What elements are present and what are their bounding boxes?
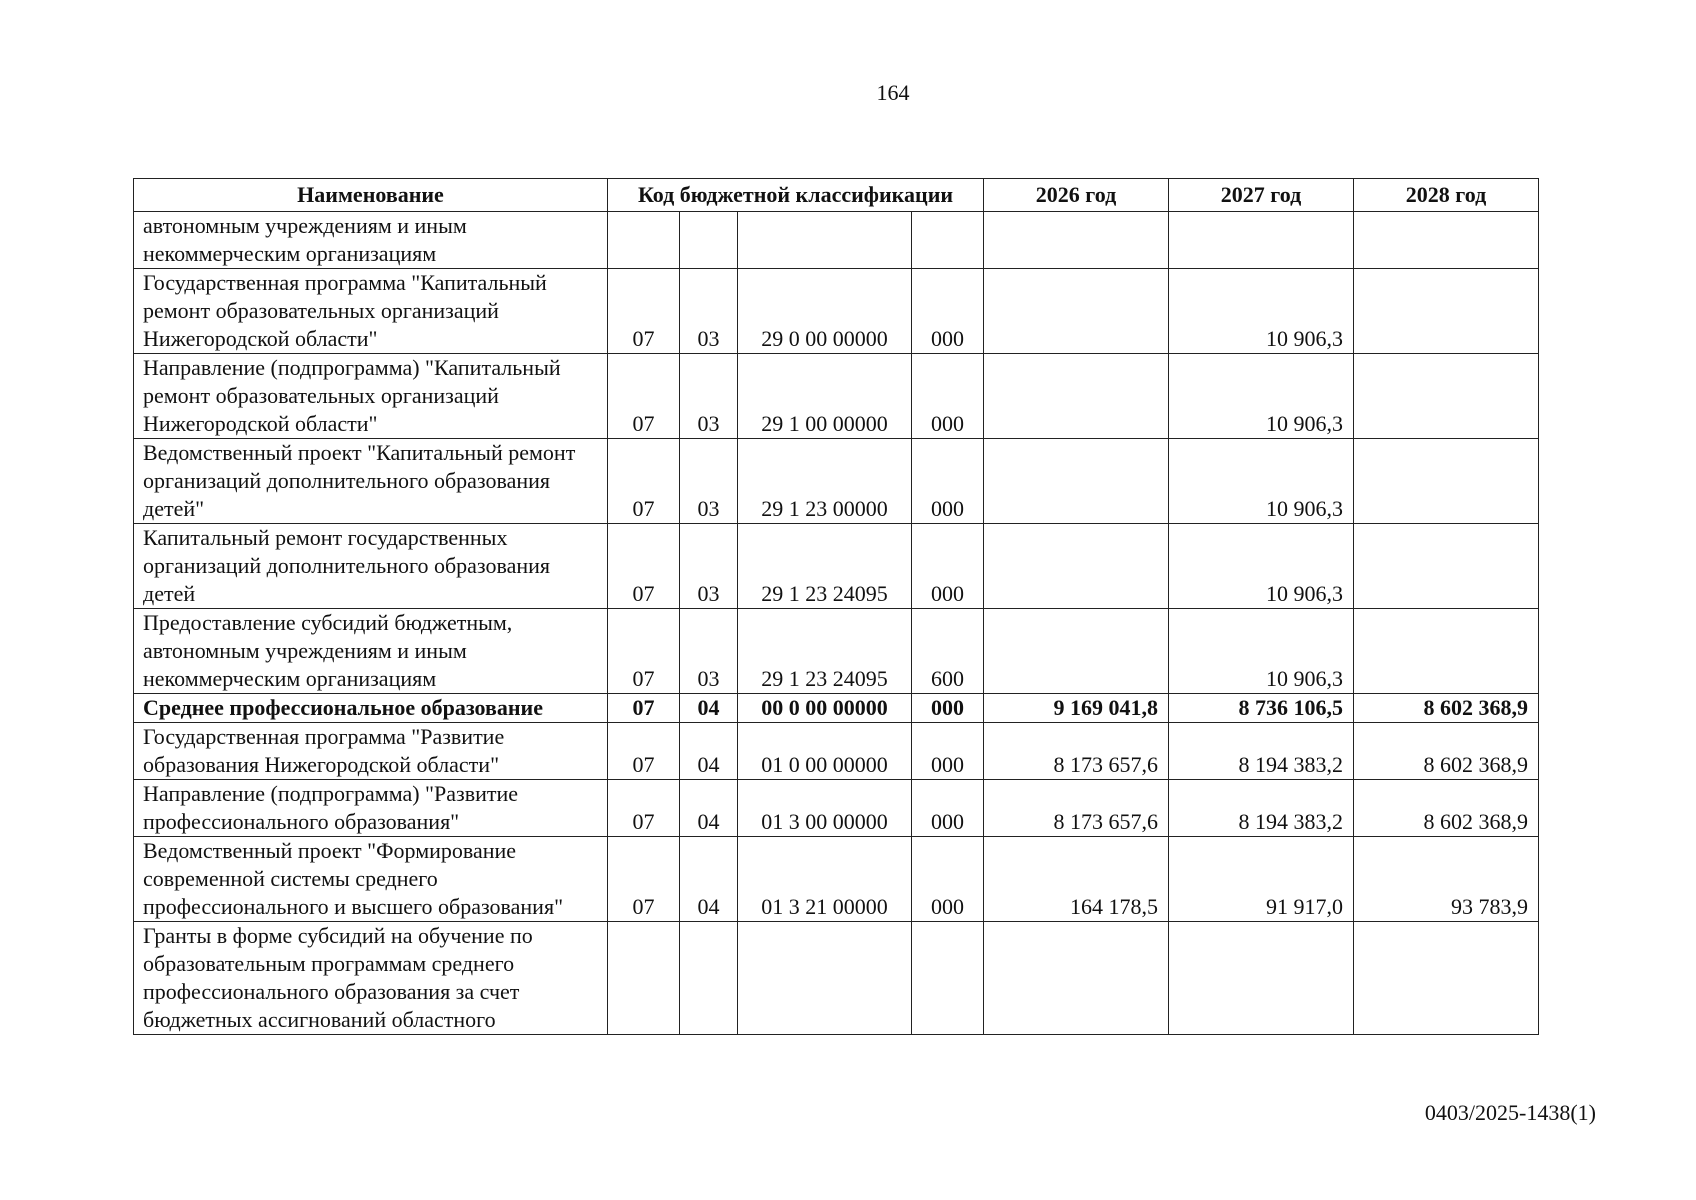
code-subsection (680, 922, 738, 1035)
value-2027: 91 917,0 (1169, 837, 1354, 922)
value-2027: 10 906,3 (1169, 354, 1354, 439)
value-2027: 8 194 383,2 (1169, 780, 1354, 837)
table-row (134, 922, 1539, 1035)
code-subsection: 03 (680, 439, 738, 524)
header-2027: 2027 год (1169, 179, 1354, 212)
code-section: 07 (608, 354, 680, 439)
row-name: Ведомственный проект "Формирование современной системы среднего профессионального и высшего образования" (134, 837, 608, 922)
value-2026: 164 178,5 (984, 837, 1169, 922)
code-expense-type: 000 (912, 439, 984, 524)
value-2028 (1354, 609, 1539, 694)
value-2028 (1354, 922, 1539, 1035)
document-number: 0403/2025-1438(1) (1424, 1100, 1596, 1125)
value-2026 (984, 524, 1169, 609)
code-expense-type (912, 922, 984, 1035)
table-header-row (134, 179, 1539, 212)
row-name: Государственная программа "Капитальный ремонт образовательных организаций Нижегородской области" (134, 269, 608, 354)
code-subsection: 04 (680, 837, 738, 922)
code-section: 07 (608, 723, 680, 780)
value-2027: 8 194 383,2 (1169, 723, 1354, 780)
code-section: 07 (608, 269, 680, 354)
code-subsection: 03 (680, 609, 738, 694)
value-2028 (1354, 212, 1539, 269)
code-target: 29 1 00 00000 (738, 354, 912, 439)
code-target: 29 1 23 24095 (738, 609, 912, 694)
table-row (134, 723, 1539, 780)
code-section (608, 922, 680, 1035)
row-name: Гранты в форме субсидий на обучение по образовательным программам среднего профессионального образования за счет бюджетных ассигнований областного (134, 922, 608, 1035)
row-name: Ведомственный проект "Капитальный ремонт организаций дополнительного образования детей" (134, 439, 608, 524)
code-section: 07 (608, 780, 680, 837)
code-section: 07 (608, 837, 680, 922)
table-row (134, 439, 1539, 524)
code-target: 00 0 00 00000 (738, 694, 912, 723)
budget-table (133, 178, 1539, 1035)
code-expense-type: 000 (912, 354, 984, 439)
code-target: 29 1 23 24095 (738, 524, 912, 609)
value-2027: 10 906,3 (1169, 609, 1354, 694)
code-target (738, 212, 912, 269)
table-row (134, 694, 1539, 723)
value-2026: 8 173 657,6 (984, 723, 1169, 780)
value-2028 (1354, 439, 1539, 524)
code-subsection: 04 (680, 723, 738, 780)
row-name: Предоставление субсидий бюджетным, автономным учреждениям и иным некоммерческим организациям (134, 609, 608, 694)
code-target: 01 3 00 00000 (738, 780, 912, 837)
row-name: Направление (подпрограмма) "Капитальный ремонт образовательных организаций Нижегородской области" (134, 354, 608, 439)
code-expense-type: 600 (912, 609, 984, 694)
value-2026: 8 173 657,6 (984, 780, 1169, 837)
value-2027 (1169, 922, 1354, 1035)
code-target: 29 1 23 00000 (738, 439, 912, 524)
code-section: 07 (608, 609, 680, 694)
value-2026 (984, 609, 1169, 694)
code-target: 29 0 00 00000 (738, 269, 912, 354)
value-2028: 8 602 368,9 (1354, 723, 1539, 780)
row-name: Государственная программа "Развитие образования Нижегородской области" (134, 723, 608, 780)
value-2026: 9 169 041,8 (984, 694, 1169, 723)
value-2028: 8 602 368,9 (1354, 780, 1539, 837)
table-row (134, 269, 1539, 354)
code-section: 07 (608, 694, 680, 723)
code-section (608, 212, 680, 269)
value-2027: 10 906,3 (1169, 269, 1354, 354)
table-row (134, 354, 1539, 439)
header-code: Код бюджетной классификации (608, 179, 984, 212)
code-expense-type: 000 (912, 694, 984, 723)
code-subsection: 04 (680, 780, 738, 837)
value-2027 (1169, 212, 1354, 269)
code-expense-type: 000 (912, 524, 984, 609)
table-row (134, 524, 1539, 609)
code-section: 07 (608, 439, 680, 524)
row-name: Капитальный ремонт государственных организаций дополнительного образования детей (134, 524, 608, 609)
code-target (738, 922, 912, 1035)
code-section: 07 (608, 524, 680, 609)
value-2026 (984, 922, 1169, 1035)
value-2027: 10 906,3 (1169, 524, 1354, 609)
code-subsection (680, 212, 738, 269)
code-subsection: 04 (680, 694, 738, 723)
table-row (134, 609, 1539, 694)
header-name: Наименование (134, 179, 608, 212)
value-2028: 93 783,9 (1354, 837, 1539, 922)
value-2026 (984, 354, 1169, 439)
code-target: 01 3 21 00000 (738, 837, 912, 922)
code-expense-type: 000 (912, 780, 984, 837)
code-expense-type: 000 (912, 723, 984, 780)
code-target: 01 0 00 00000 (738, 723, 912, 780)
value-2026 (984, 212, 1169, 269)
code-subsection: 03 (680, 354, 738, 439)
table-row (134, 212, 1539, 269)
value-2027: 10 906,3 (1169, 439, 1354, 524)
code-subsection: 03 (680, 269, 738, 354)
table-row (134, 837, 1539, 922)
row-name: Среднее профессиональное образование (134, 694, 608, 723)
value-2027: 8 736 106,5 (1169, 694, 1354, 723)
code-expense-type: 000 (912, 837, 984, 922)
value-2028 (1354, 269, 1539, 354)
value-2028: 8 602 368,9 (1354, 694, 1539, 723)
header-2026: 2026 год (984, 179, 1169, 212)
value-2028 (1354, 354, 1539, 439)
value-2028 (1354, 524, 1539, 609)
code-expense-type: 000 (912, 269, 984, 354)
page-number: 164 (876, 80, 910, 105)
row-name: Направление (подпрограмма) "Развитие профессионального образования" (134, 780, 608, 837)
table-row (134, 780, 1539, 837)
value-2026 (984, 439, 1169, 524)
code-subsection: 03 (680, 524, 738, 609)
code-expense-type (912, 212, 984, 269)
header-2028: 2028 год (1354, 179, 1539, 212)
row-name: автономным учреждениям и иным некоммерческим организациям (134, 212, 608, 269)
value-2026 (984, 269, 1169, 354)
